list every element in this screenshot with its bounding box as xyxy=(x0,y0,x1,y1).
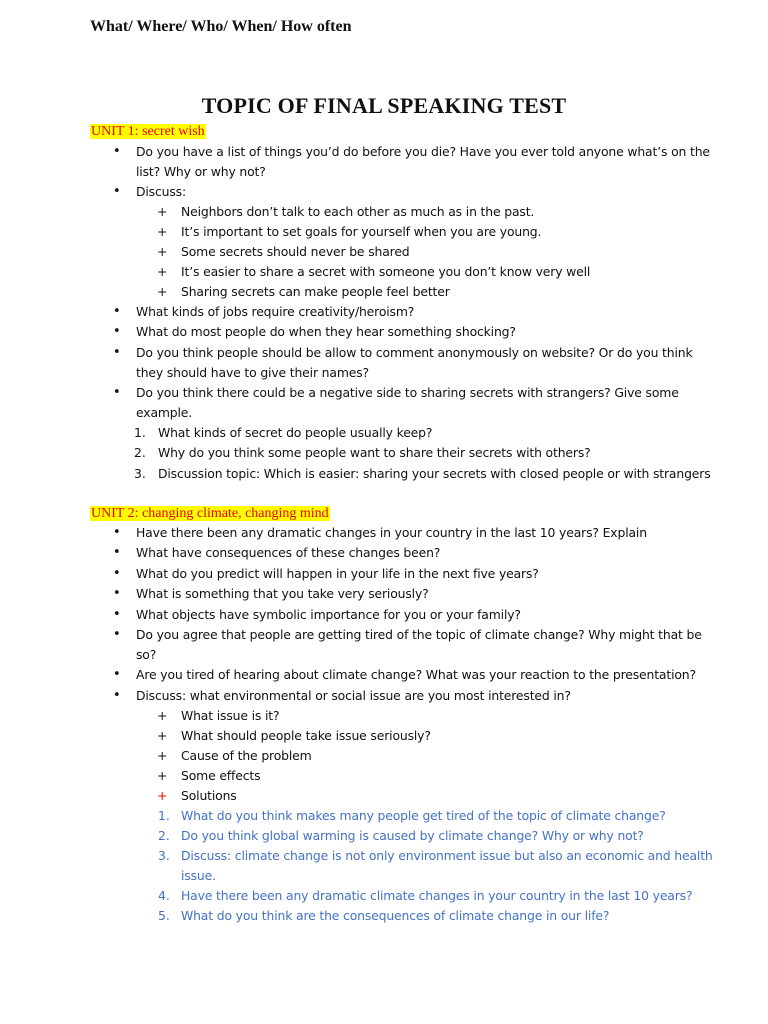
plus-icon: + xyxy=(157,204,168,219)
plus-icon: + xyxy=(157,264,168,279)
list-number: 4. xyxy=(158,888,170,903)
unit2-sub-item: Solutions xyxy=(181,788,237,803)
unit2-sub-item: Cause of the problem xyxy=(181,748,312,763)
plus-icon: + xyxy=(157,728,168,743)
bullet-icon: • xyxy=(113,304,121,319)
bullet-icon: • xyxy=(113,667,121,682)
unit1-item-5-line-1: Do you think people should be allow to comment anonymously on website? Or do you think xyxy=(136,345,693,360)
unit2-sub-item: What should people take issue seriously? xyxy=(181,728,431,743)
unit1-item-1-line-2: list? Why or why not? xyxy=(136,164,266,179)
unit1-sub-item: Some secrets should never be shared xyxy=(181,244,410,259)
bullet-icon: • xyxy=(113,586,121,601)
unit2-item-5: What objects have symbolic importance for you or your family? xyxy=(136,607,521,622)
unit1-item-6-line-2: example. xyxy=(136,405,193,420)
list-number: 1. xyxy=(134,425,146,440)
unit2-item-3: What do you predict will happen in your life in the next five years? xyxy=(136,566,539,581)
bullet-icon: • xyxy=(113,525,121,540)
unit1-numbered-item: Discussion topic: Which is easier: sharing your secrets with closed people or with strangers xyxy=(158,466,711,481)
list-number: 3. xyxy=(158,848,170,863)
unit1-item-4: What do most people do when they hear something shocking? xyxy=(136,324,516,339)
unit2-item-1: Have there been any dramatic changes in your country in the last 10 years? Explain xyxy=(136,525,647,540)
unit1-item-1-line-1: Do you have a list of things you’d do before you die? Have you ever told anyone what’s on the xyxy=(136,144,710,159)
unit2-blue-item-line-2: issue. xyxy=(181,868,216,883)
bullet-icon: • xyxy=(113,184,121,199)
unit2-item-6-line-2: so? xyxy=(136,647,157,662)
unit-2-heading: UNIT 2: changing climate, changing mind xyxy=(91,506,329,521)
list-number: 2. xyxy=(134,445,146,460)
unit1-sub-item: Sharing secrets can make people feel better xyxy=(181,284,450,299)
bullet-icon: • xyxy=(113,385,121,400)
unit2-sub-item: Some effects xyxy=(181,768,261,783)
unit1-sub-item: It’s important to set goals for yourself when you are young. xyxy=(181,224,542,239)
bullet-icon: • xyxy=(113,324,121,339)
unit2-sub-item: What issue is it? xyxy=(181,708,280,723)
list-number: 5. xyxy=(158,908,170,923)
unit2-blue-item: Discuss: climate change is not only environment issue but also an economic and health xyxy=(181,848,713,863)
plus-icon: + xyxy=(157,708,168,723)
unit2-blue-item: Do you think global warming is caused by climate change? Why or why not? xyxy=(181,828,644,843)
unit2-item-2: What have consequences of these changes been? xyxy=(136,545,441,560)
bullet-icon: • xyxy=(113,144,121,159)
document-header: What/ Where/ Who/ When/ How often xyxy=(90,18,352,35)
bullet-icon: • xyxy=(113,607,121,622)
plus-icon: + xyxy=(157,284,168,299)
plus-icon: + xyxy=(157,224,168,239)
unit2-item-8: Discuss: what environmental or social issue are you most interested in? xyxy=(136,688,571,703)
plus-icon: + xyxy=(157,244,168,259)
unit1-numbered-item: Why do you think some people want to share their secrets with others? xyxy=(158,445,591,460)
page-title: TOPIC OF FINAL SPEAKING TEST xyxy=(201,93,567,118)
unit1-numbered-item: What kinds of secret do people usually keep? xyxy=(158,425,433,440)
bullet-icon: • xyxy=(113,345,121,360)
plus-icon: + xyxy=(157,788,168,803)
unit2-blue-item: Have there been any dramatic climate changes in your country in the last 10 years? xyxy=(181,888,693,903)
unit2-item-6-line-1: Do you agree that people are getting tired of the topic of climate change? Why might that be xyxy=(136,627,702,642)
bullet-icon: • xyxy=(113,545,121,560)
bullet-icon: • xyxy=(113,566,121,581)
list-number: 3. xyxy=(134,466,146,481)
unit2-item-7: Are you tired of hearing about climate change? What was your reaction to the presentation? xyxy=(136,667,696,682)
unit2-blue-item: What do you think makes many people get tired of the topic of climate change? xyxy=(181,808,666,823)
unit2-blue-item: What do you think are the consequences of climate change in our life? xyxy=(181,908,610,923)
unit1-sub-item: It’s easier to share a secret with someone you don’t know very well xyxy=(181,264,591,279)
list-number: 2. xyxy=(158,828,170,843)
unit-1-heading: UNIT 1: secret wish xyxy=(91,124,205,139)
unit2-item-4: What is something that you take very seriously? xyxy=(136,586,429,601)
unit1-item-5-line-2: they should have to give their names? xyxy=(136,365,369,380)
plus-icon: + xyxy=(157,748,168,763)
unit1-item-2: Discuss: xyxy=(136,184,186,199)
unit1-item-6-line-1: Do you think there could be a negative side to sharing secrets with strangers? Give some xyxy=(136,385,679,400)
list-number: 1. xyxy=(158,808,170,823)
unit1-item-3: What kinds of jobs require creativity/heroism? xyxy=(136,304,415,319)
plus-icon: + xyxy=(157,768,168,783)
bullet-icon: • xyxy=(113,688,121,703)
unit1-sub-item: Neighbors don’t talk to each other as much as in the past. xyxy=(181,204,535,219)
bullet-icon: • xyxy=(113,627,121,642)
